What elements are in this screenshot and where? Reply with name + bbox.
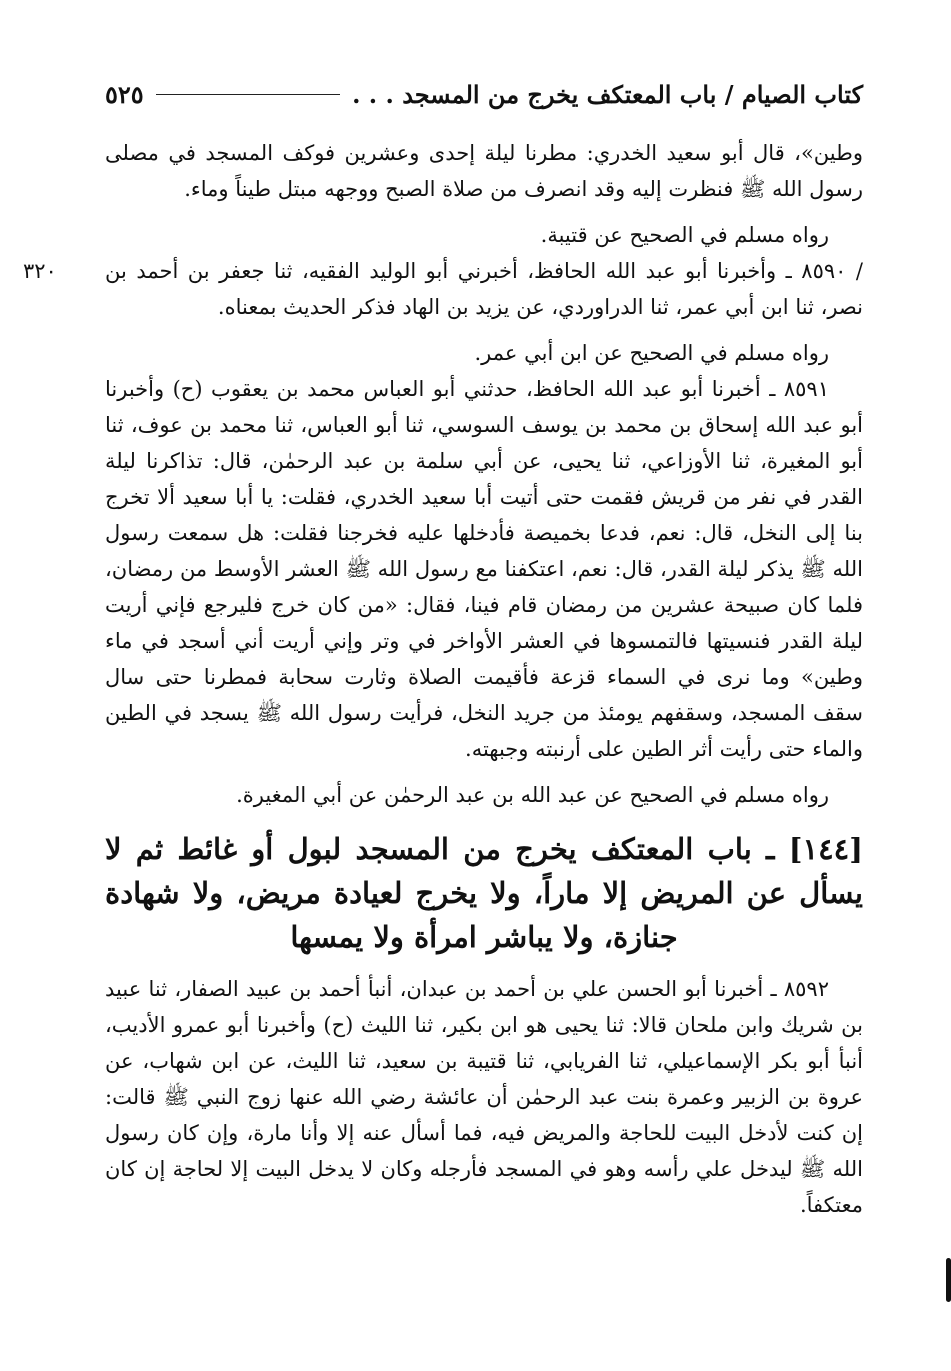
hadith-8590-text: / ٨٥٩٠ ـ وأخبرنا أبو عبد الله الحافظ، أخبرني أبو الوليد الفقيه، ثنا جعفر بن أحمد بن نصر، ثنا ابن أبي عمر، ثنا الدراوردي، عن يزيد بن الهاد فذكر الحديث بمعناه. bbox=[105, 259, 863, 319]
paragraph-continuation: وطين»، قال أبو سعيد الخدري: مطرنا ليلة إحدى وعشرين فوكف المسجد في مصلى رسول الله ﷺ فنظرت إليه وقد انصرف من صلاة الصبح ووجهه مبتل طيناً وماء. bbox=[105, 141, 863, 201]
header-title: كتاب الصيام / باب المعتكف يخرج من المسجد . . . bbox=[352, 79, 863, 109]
page-edge-mark bbox=[946, 1258, 951, 1302]
page-number: ٥٢٥ bbox=[105, 79, 144, 109]
running-header bbox=[105, 74, 863, 114]
narration-note: رواه مسلم في الصحيح عن ابن أبي عمر. bbox=[474, 341, 829, 365]
margin-volume-reference: ٣٢٠ bbox=[23, 259, 57, 283]
page-body bbox=[23, 135, 863, 1223]
narration-note: رواه مسلم في الصحيح عن عبد الله بن عبد الرحمٰن عن أبي المغيرة. bbox=[236, 783, 829, 807]
hadith-8591-text: ٨٥٩١ ـ أخبرنا أبو عبد الله الحافظ، حدثني أبو العباس محمد بن يعقوب (ح) وأخبرنا أبو عبد الله إسحاق بن محمد بن يوسف السوسي، ثنا أبو العباس، ثنا محمد بن عوف، ثنا أبو المغيرة، ثنا الأوزاعي، ثنا يحيى، عن أبي سلمة بن عبد الرحمٰن، قال: تذاكرنا ليلة القدر في نفر من قريش فقمت حتى أتيت أبا سعيد الخدري، فقلت: يا أبا سعيد ألا تخرج بنا إلى النخل، قال: نعم، فدعا بخميصة فأدخلها عليه فخرجنا فقلت: هل سمعت رسول الله ﷺ يذكر ليلة القدر، قال: نعم، اعتكفنا مع رسول الله ﷺ العشر الأوسط من رمضان، فلما كان صبيحة عشرين من رمضان قام فينا، فقال: «من كان خرج فليرجع فإني أريت ليلة القدر فنسيتها فالتمسوها في العشر الأواخر في وتر وإني أريت أني أسجد في ماء وطين» وما نرى في السماء قزعة فأقيمت الصلاة وثارت سحابة فمطرنا حتى سال سقف المسجد، وسقفهم يومئذ من جريد النخل، فرأيت رسول الله ﷺ يسجد في الطين والماء حتى رأيت أثر الطين على أرنبته وجبهته. bbox=[105, 377, 863, 761]
hadith-8590 bbox=[23, 253, 863, 325]
header-rule bbox=[156, 94, 340, 95]
chapter-heading: [١٤٤] ـ باب المعتكف يخرج من المسجد لبول أو غائط ثم لا يسأل عن المريض إلا ماراً، ولا يخرج لعيادة مريض، ولا شهادة جنازة، ولا يباشر امرأة ولا يمسها bbox=[105, 832, 863, 954]
hadith-8592-text: ٨٥٩٢ ـ أخبرنا أبو الحسن علي بن أحمد بن عبدان، أنبأ أحمد بن عبيد الصفار، ثنا عبيد بن شريك وابن ملحان قالا: ثنا يحيى هو ابن بكير، ثنا الليث (ح) وأخبرنا أبو عمرو الأديب، أنبأ أبو بكر الإسماعيلي، ثنا الفريابي، ثنا قتيبة بن سعيد، ثنا الليث، عن ابن شهاب، عن عروة بن الزبير وعمرة بنت عبد الرحمٰن أن عائشة رضي الله عنها زوج النبي ﷺ قالت: إن كنت لأدخل البيت للحاجة والمريض فيه، فما أسأل عنه إلا وأنا مارة، وإن كان رسول الله ﷺ ليدخل علي رأسه وهو في المسجد فأرجله وكان لا يدخل البيت إلا لحاجة إن كان معتكفاً. bbox=[105, 977, 863, 1217]
narration-note: رواه مسلم في الصحيح عن قتيبة. bbox=[540, 223, 829, 247]
